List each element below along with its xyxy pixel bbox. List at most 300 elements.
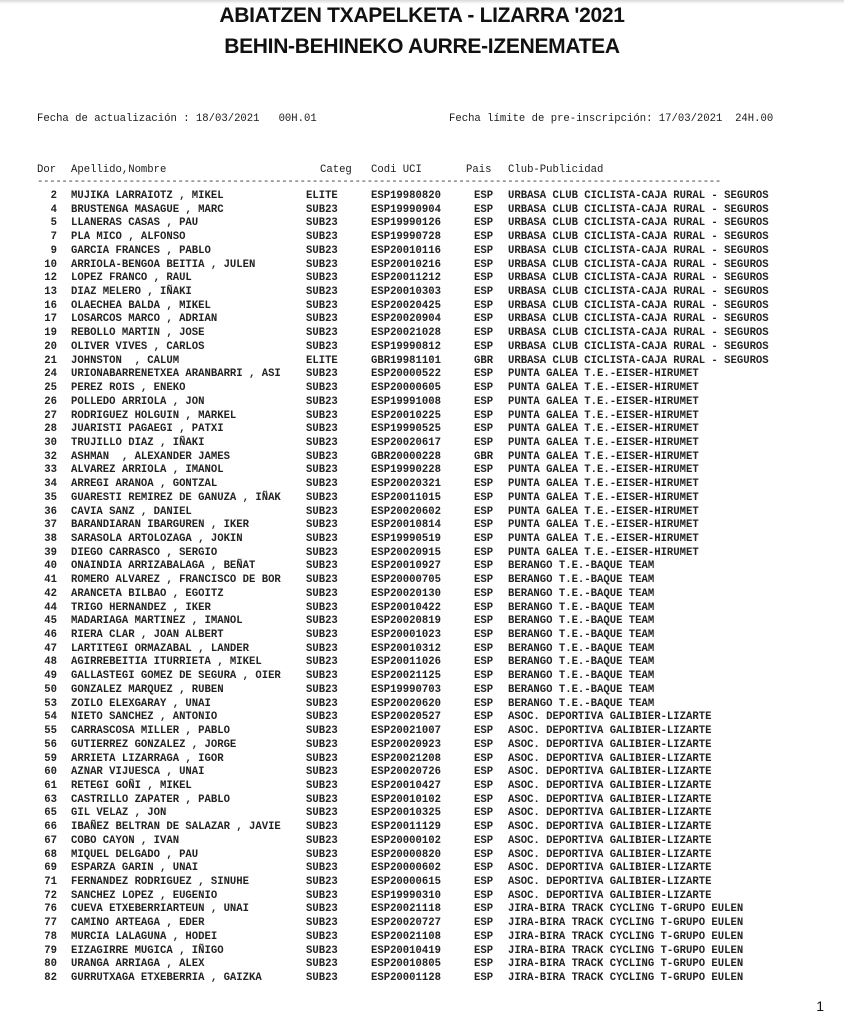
header-categ: Categ — [320, 164, 352, 176]
cell-categ: SUB23 — [306, 203, 338, 216]
table-row — [0, 245, 844, 259]
cell-categ: ELITE — [306, 354, 338, 367]
cell-club: BERANGO T.E.-BAQUE TEAM — [508, 656, 655, 669]
cell-dor: 47 — [44, 642, 57, 655]
cell-club: PUNTA GALEA T.E.-EISER-HIRUMET — [508, 409, 699, 422]
cell-pais: ESP — [474, 491, 494, 504]
table-row — [0, 355, 844, 369]
cell-dor: 65 — [44, 807, 57, 820]
cell-club: PUNTA GALEA T.E.-EISER-HIRUMET — [508, 395, 699, 408]
table-row — [0, 190, 844, 204]
table-row — [0, 794, 844, 808]
cell-club: BERANGO T.E.-BAQUE TEAM — [508, 629, 655, 642]
cell-name: URIONABARRENETXEA ARANBARRI , ASI — [71, 368, 281, 381]
cell-uci: ESP20021208 — [371, 752, 441, 765]
cell-name: POLLEDO ARRIOLA , JON — [71, 395, 205, 408]
table-row — [0, 629, 844, 643]
cell-uci: ESP20010303 — [371, 286, 441, 299]
cell-club: JIRA-BIRA TRACK CYCLING T-GRUPO EULEN — [508, 944, 744, 957]
cell-uci: ESP20021125 — [371, 670, 441, 683]
update-date: Fecha de actualización : 18/03/2021 00H.01 — [37, 113, 317, 125]
cell-name: PLA MICO , ALFONSO — [71, 231, 186, 244]
cell-name: RODRIGUEZ HOLGUIN , MARKEL — [71, 409, 237, 422]
cell-dor: 10 — [44, 258, 57, 271]
cell-categ: SUB23 — [306, 574, 338, 587]
cell-categ: SUB23 — [306, 834, 338, 847]
cell-dor: 82 — [44, 972, 57, 985]
table-row — [0, 382, 844, 396]
cell-pais: ESP — [474, 327, 494, 340]
cell-name: OLIVER VIVES , CARLOS — [71, 340, 205, 353]
cell-pais: ESP — [474, 313, 494, 326]
cell-name: ARRIOLA-BENGOA BEITIA , JULEN — [71, 258, 256, 271]
cell-club: ASOC. DEPORTIVA GALIBIER-LIZARTE — [508, 793, 712, 806]
cell-name: LLANERAS CASAS , PAU — [71, 217, 199, 230]
cell-club: PUNTA GALEA T.E.-EISER-HIRUMET — [508, 478, 699, 491]
cell-pais: ESP — [474, 972, 494, 985]
cell-dor: 42 — [44, 587, 57, 600]
table-row — [0, 478, 844, 492]
cell-pais: ESP — [474, 574, 494, 587]
cell-pais: ESP — [474, 738, 494, 751]
document-title: ABIATZEN TXAPELKETA - LIZARRA '2021 — [219, 4, 625, 27]
cell-name: TRIGO HERNANDEZ , IKER — [71, 601, 211, 614]
cell-club: PUNTA GALEA T.E.-EISER-HIRUMET — [508, 382, 699, 395]
cell-club: ASOC. DEPORTIVA GALIBIER-LIZARTE — [508, 848, 712, 861]
cell-pais: ESP — [474, 244, 494, 257]
cell-club: URBASA CLUB CICLISTA-CAJA RURAL - SEGUROS — [508, 244, 769, 257]
cell-uci: ESP20010814 — [371, 519, 441, 532]
cell-pais: ESP — [474, 258, 494, 271]
cell-categ: SUB23 — [306, 917, 338, 930]
cell-uci: ESP20011129 — [371, 821, 441, 834]
cell-uci: ESP19990525 — [371, 423, 441, 436]
cell-club: URBASA CLUB CICLISTA-CAJA RURAL - SEGUROS — [508, 354, 769, 367]
cell-club: BERANGO T.E.-BAQUE TEAM — [508, 587, 655, 600]
cell-categ: SUB23 — [306, 601, 338, 614]
cell-dor: 60 — [44, 766, 57, 779]
cell-club: BERANGO T.E.-BAQUE TEAM — [508, 683, 655, 696]
cell-uci: GBR19981101 — [371, 354, 441, 367]
cell-name: GARCIA FRANCES , PABLO — [71, 244, 211, 257]
cell-pais: ESP — [474, 533, 494, 545]
cell-dor: 41 — [44, 574, 57, 587]
cell-club: ASOC. DEPORTIVA GALIBIER-LIZARTE — [508, 711, 712, 724]
cell-categ: SUB23 — [306, 738, 338, 751]
cell-uci: ESP20010216 — [371, 258, 441, 271]
table-row — [0, 588, 844, 602]
cell-categ: SUB23 — [306, 313, 338, 326]
cell-club: PUNTA GALEA T.E.-EISER-HIRUMET — [508, 436, 699, 449]
cell-dor: 38 — [44, 533, 57, 545]
cell-uci: ESP19990126 — [371, 217, 441, 230]
cell-club: PUNTA GALEA T.E.-EISER-HIRUMET — [508, 546, 699, 559]
cell-categ: SUB23 — [306, 327, 338, 340]
cell-pais: ESP — [474, 629, 494, 642]
cell-pais: ESP — [474, 848, 494, 861]
cell-pais: ESP — [474, 409, 494, 422]
cell-name: ESPARZA GARIN , UNAI — [71, 862, 199, 875]
cell-dor: 34 — [44, 478, 57, 491]
cell-name: AZNAR VIJUESCA , UNAI — [71, 766, 205, 779]
cell-uci: ESP20000615 — [371, 876, 441, 888]
cell-club: JIRA-BIRA TRACK CYCLING T-GRUPO EULEN — [508, 972, 744, 985]
cell-dor: 69 — [44, 862, 57, 875]
cell-club: PUNTA GALEA T.E.-EISER-HIRUMET — [508, 533, 699, 545]
table-row — [0, 656, 844, 670]
cell-dor: 26 — [44, 395, 57, 408]
cell-categ: SUB23 — [306, 395, 338, 408]
cell-name: GIL VELAZ , JON — [71, 807, 167, 820]
cell-categ: SUB23 — [306, 752, 338, 765]
cell-club: URBASA CLUB CICLISTA-CAJA RURAL - SEGUROS — [508, 258, 769, 271]
cell-pais: ESP — [474, 958, 494, 971]
cell-name: GUARESTI REMIREZ DE GANUZA , IÑAK — [71, 491, 281, 504]
cell-pais: ESP — [474, 697, 494, 710]
cell-name: CUEVA ETXEBERRIARTEUN , UNAI — [71, 903, 250, 916]
cell-categ: SUB23 — [306, 217, 338, 230]
header-uci: Codi UCI — [371, 164, 422, 176]
cell-dor: 72 — [44, 889, 57, 902]
table-row — [0, 753, 844, 767]
table-row — [0, 917, 844, 931]
cell-dor: 71 — [44, 876, 57, 888]
cell-pais: ESP — [474, 834, 494, 847]
cell-uci: ESP20010325 — [371, 807, 441, 820]
cell-uci: ESP20001128 — [371, 972, 441, 985]
cell-dor: 80 — [44, 958, 57, 971]
cell-club: PUNTA GALEA T.E.-EISER-HIRUMET — [508, 519, 699, 532]
cell-pais: ESP — [474, 464, 494, 477]
cell-pais: ESP — [474, 766, 494, 779]
table-row — [0, 849, 844, 863]
table-row — [0, 423, 844, 437]
cell-dor: 7 — [50, 231, 57, 244]
cell-club: BERANGO T.E.-BAQUE TEAM — [508, 670, 655, 683]
cell-uci: ESP20010419 — [371, 944, 441, 957]
table-row — [0, 560, 844, 574]
cell-name: ROMERO ALVAREZ , FRANCISCO DE BOR — [71, 574, 281, 587]
cell-name: LOSARCOS MARCO , ADRIAN — [71, 313, 218, 326]
cell-pais: ESP — [474, 190, 494, 202]
cell-name: GONZALEZ MARQUEZ , RUBEN — [71, 683, 224, 696]
cell-pais: ESP — [474, 752, 494, 765]
cell-categ: SUB23 — [306, 821, 338, 834]
cell-club: URBASA CLUB CICLISTA-CAJA RURAL - SEGUROS — [508, 299, 769, 312]
cell-uci: ESP20020602 — [371, 505, 441, 518]
cell-pais: ESP — [474, 793, 494, 806]
cell-uci: ESP20020321 — [371, 478, 441, 491]
cell-club: PUNTA GALEA T.E.-EISER-HIRUMET — [508, 464, 699, 477]
cell-name: BRUSTENGA MASAGUE , MARC — [71, 203, 224, 216]
cell-pais: GBR — [474, 450, 494, 463]
table-row — [0, 272, 844, 286]
cell-name: IBAÑEZ BELTRAN DE SALAZAR , JAVIE — [71, 821, 281, 834]
cell-uci: GBR20000228 — [371, 450, 441, 463]
cell-categ: SUB23 — [306, 779, 338, 792]
cell-categ: SUB23 — [306, 340, 338, 353]
cell-club: ASOC. DEPORTIVA GALIBIER-LIZARTE — [508, 876, 712, 888]
cell-pais: ESP — [474, 203, 494, 216]
cell-categ: SUB23 — [306, 793, 338, 806]
cell-categ: SUB23 — [306, 683, 338, 696]
cell-categ: SUB23 — [306, 423, 338, 436]
cell-pais: ESP — [474, 615, 494, 628]
cell-name: ONAINDIA ARRIZABALAGA , BEÑAT — [71, 560, 256, 573]
table-row — [0, 670, 844, 684]
cell-pais: ESP — [474, 478, 494, 491]
cell-uci: ESP20010116 — [371, 244, 441, 257]
cell-name: FERNANDEZ RODRIGUEZ , SINUHE — [71, 876, 250, 888]
cell-name: AGIRREBEITIA ITURRIETA , MIKEL — [71, 656, 262, 669]
table-row — [0, 602, 844, 616]
cell-uci: ESP20000705 — [371, 574, 441, 587]
cell-pais: ESP — [474, 382, 494, 395]
cell-name: CARRASCOSA MILLER , PABLO — [71, 725, 230, 738]
cell-name: NIETO SANCHEZ , ANTONIO — [71, 711, 218, 724]
cell-club: URBASA CLUB CICLISTA-CAJA RURAL - SEGUROS — [508, 203, 769, 216]
cell-name: RETEGI GOÑI , MIKEL — [71, 779, 192, 792]
cell-pais: ESP — [474, 231, 494, 244]
cell-dor: 35 — [44, 491, 57, 504]
cell-uci: ESP20010225 — [371, 409, 441, 422]
cell-dor: 79 — [44, 944, 57, 957]
cell-pais: ESP — [474, 286, 494, 299]
cell-dor: 77 — [44, 917, 57, 930]
preregistration-deadline: Fecha límite de pre-inscripción: 17/03/2021 24H.00 — [449, 113, 774, 125]
cell-categ: SUB23 — [306, 848, 338, 861]
cell-dor: 39 — [44, 546, 57, 559]
cell-club: ASOC. DEPORTIVA GALIBIER-LIZARTE — [508, 862, 712, 875]
table-row — [0, 821, 844, 835]
cell-pais: ESP — [474, 917, 494, 930]
cell-name: RIERA CLAR , JOAN ALBERT — [71, 629, 224, 642]
cell-name: OLAECHEA BALDA , MIKEL — [71, 299, 211, 312]
header-divider: ---------------------------------------------------------------------------------------------------------------- — [37, 176, 722, 188]
table-row — [0, 519, 844, 533]
cell-dor: 37 — [44, 519, 57, 532]
cell-dor: 36 — [44, 505, 57, 518]
cell-dor: 61 — [44, 779, 57, 792]
cell-uci: ESP20010805 — [371, 958, 441, 971]
cell-pais: ESP — [474, 505, 494, 518]
cell-name: MUJIKA LARRAIOTZ , MIKEL — [71, 190, 224, 202]
cell-categ: SUB23 — [306, 478, 338, 491]
cell-uci: ESP19990519 — [371, 533, 441, 545]
table-row — [0, 890, 844, 904]
cell-name: MURCIA LALAGUNA , HODEI — [71, 930, 218, 943]
cell-club: PUNTA GALEA T.E.-EISER-HIRUMET — [508, 505, 699, 518]
table-row — [0, 341, 844, 355]
cell-club: ASOC. DEPORTIVA GALIBIER-LIZARTE — [508, 752, 712, 765]
cell-dor: 17 — [44, 313, 57, 326]
cell-uci: ESP20020617 — [371, 436, 441, 449]
table-row — [0, 464, 844, 478]
cell-categ: SUB23 — [306, 725, 338, 738]
cell-uci: ESP19980820 — [371, 190, 441, 202]
cell-dor: 21 — [44, 354, 57, 367]
cell-pais: ESP — [474, 519, 494, 532]
cell-name: CAVIA SANZ , DANIEL — [71, 505, 192, 518]
cell-categ: SUB23 — [306, 944, 338, 957]
cell-uci: ESP20020726 — [371, 766, 441, 779]
cell-uci: ESP19990228 — [371, 464, 441, 477]
cell-name: COBO CAYON , IVAN — [71, 834, 180, 847]
header-name: Apellido,Nombre — [71, 164, 167, 176]
cell-name: LARTITEGI ORMAZABAL , LANDER — [71, 642, 250, 655]
cell-pais: ESP — [474, 436, 494, 449]
cell-club: BERANGO T.E.-BAQUE TEAM — [508, 642, 655, 655]
cell-dor: 55 — [44, 725, 57, 738]
cell-name: BARANDIARAN IBARGUREN , IKER — [71, 519, 250, 532]
cell-uci: ESP20010427 — [371, 779, 441, 792]
table-row — [0, 492, 844, 506]
cell-categ: SUB23 — [306, 546, 338, 559]
table-row — [0, 903, 844, 917]
cell-club: PUNTA GALEA T.E.-EISER-HIRUMET — [508, 491, 699, 504]
cell-dor: 20 — [44, 340, 57, 353]
cell-dor: 16 — [44, 299, 57, 312]
cell-club: URBASA CLUB CICLISTA-CAJA RURAL - SEGUROS — [508, 313, 769, 326]
table-row — [0, 451, 844, 465]
cell-pais: ESP — [474, 272, 494, 285]
cell-name: DIEGO CARRASCO , SERGIO — [71, 546, 218, 559]
table-row — [0, 615, 844, 629]
cell-dor: 28 — [44, 423, 57, 436]
cell-uci: ESP20021007 — [371, 725, 441, 738]
cell-uci: ESP20020904 — [371, 313, 441, 326]
cell-name: URANGA ARRIAGA , ALEX — [71, 958, 205, 971]
cell-club: BERANGO T.E.-BAQUE TEAM — [508, 697, 655, 710]
document-subtitle: BEHIN-BEHINEKO AURRE-IZENEMATEA — [224, 35, 620, 58]
page-number: 1 — [816, 998, 824, 1014]
cell-pais: ESP — [474, 903, 494, 916]
cell-categ: SUB23 — [306, 972, 338, 985]
table-row — [0, 204, 844, 218]
cell-club: JIRA-BIRA TRACK CYCLING T-GRUPO EULEN — [508, 903, 744, 916]
cell-pais: ESP — [474, 889, 494, 902]
cell-uci: ESP20001023 — [371, 629, 441, 642]
cell-pais: ESP — [474, 423, 494, 436]
cell-name: ZOILO ELEXGARAY , UNAI — [71, 697, 211, 710]
cell-pais: ESP — [474, 779, 494, 792]
cell-dor: 4 — [50, 203, 57, 216]
cell-categ: SUB23 — [306, 629, 338, 642]
cell-pais: ESP — [474, 299, 494, 312]
cell-uci: ESP20000102 — [371, 834, 441, 847]
table-row — [0, 876, 844, 890]
cell-categ: SUB23 — [306, 491, 338, 504]
cell-club: ASOC. DEPORTIVA GALIBIER-LIZARTE — [508, 738, 712, 751]
cell-pais: ESP — [474, 711, 494, 724]
cell-uci: ESP20000522 — [371, 368, 441, 381]
cell-dor: 76 — [44, 903, 57, 916]
table-row — [0, 780, 844, 794]
cell-categ: SUB23 — [306, 505, 338, 518]
cell-club: BERANGO T.E.-BAQUE TEAM — [508, 560, 655, 573]
header-pais: Pais — [466, 164, 492, 176]
cell-club: ASOC. DEPORTIVA GALIBIER-LIZARTE — [508, 779, 712, 792]
cell-name: SARASOLA ARTOLOZAGA , JOKIN — [71, 533, 243, 545]
cell-name: MIQUEL DELGADO , PAU — [71, 848, 199, 861]
table-row — [0, 711, 844, 725]
cell-categ: SUB23 — [306, 642, 338, 655]
table-row — [0, 259, 844, 273]
cell-name: ARREGI ARANOA , GONTZAL — [71, 478, 218, 491]
cell-uci: ESP20020923 — [371, 738, 441, 751]
table-row — [0, 368, 844, 382]
cell-dor: 40 — [44, 560, 57, 573]
table-row — [0, 698, 844, 712]
cell-uci: ESP20010422 — [371, 601, 441, 614]
cell-uci: ESP20020819 — [371, 615, 441, 628]
table-row — [0, 862, 844, 876]
cell-categ: SUB23 — [306, 258, 338, 271]
cell-dor: 19 — [44, 327, 57, 340]
table-row — [0, 300, 844, 314]
cell-uci: ESP19990728 — [371, 231, 441, 244]
cell-name: REBOLLO MARTIN , JOSE — [71, 327, 205, 340]
cell-club: BERANGO T.E.-BAQUE TEAM — [508, 615, 655, 628]
cell-categ: SUB23 — [306, 670, 338, 683]
cell-pais: ESP — [474, 642, 494, 655]
cell-pais: ESP — [474, 656, 494, 669]
table-row — [0, 945, 844, 959]
cell-categ: SUB23 — [306, 930, 338, 943]
cell-dor: 45 — [44, 615, 57, 628]
cell-pais: ESP — [474, 670, 494, 683]
table-row — [0, 396, 844, 410]
cell-categ: SUB23 — [306, 560, 338, 573]
cell-uci: ESP20011015 — [371, 491, 441, 504]
cell-pais: ESP — [474, 944, 494, 957]
cell-name: GALLASTEGI GOMEZ DE SEGURA , OIER — [71, 670, 281, 683]
cell-club: BERANGO T.E.-BAQUE TEAM — [508, 601, 655, 614]
cell-dor: 53 — [44, 697, 57, 710]
cell-dor: 25 — [44, 382, 57, 395]
cell-name: JOHNSTON , CALUM — [71, 354, 180, 367]
cell-uci: ESP19990310 — [371, 889, 441, 902]
cell-categ: SUB23 — [306, 286, 338, 299]
cell-dor: 46 — [44, 629, 57, 642]
cell-dor: 9 — [50, 244, 57, 257]
cell-club: JIRA-BIRA TRACK CYCLING T-GRUPO EULEN — [508, 917, 744, 930]
cell-club: ASOC. DEPORTIVA GALIBIER-LIZARTE — [508, 834, 712, 847]
table-row — [0, 533, 844, 547]
cell-categ: SUB23 — [306, 587, 338, 600]
cell-name: CASTRILLO ZAPATER , PABLO — [71, 793, 230, 806]
cell-pais: ESP — [474, 217, 494, 230]
cell-pais: ESP — [474, 587, 494, 600]
table-row — [0, 739, 844, 753]
cell-uci: ESP20021118 — [371, 903, 441, 916]
cell-categ: SUB23 — [306, 231, 338, 244]
table-row — [0, 506, 844, 520]
cell-dor: 13 — [44, 286, 57, 299]
cell-uci: ESP20020425 — [371, 299, 441, 312]
table-row — [0, 410, 844, 424]
cell-uci: ESP20000820 — [371, 848, 441, 861]
cell-name: PEREZ ROIS , ENEKO — [71, 382, 186, 395]
cell-uci: ESP20010927 — [371, 560, 441, 573]
cell-dor: 63 — [44, 793, 57, 806]
cell-club: PUNTA GALEA T.E.-EISER-HIRUMET — [508, 450, 699, 463]
cell-pais: ESP — [474, 560, 494, 573]
cell-categ: SUB23 — [306, 697, 338, 710]
cell-pais: ESP — [474, 876, 494, 888]
cell-categ: SUB23 — [306, 766, 338, 779]
cell-pais: ESP — [474, 546, 494, 559]
